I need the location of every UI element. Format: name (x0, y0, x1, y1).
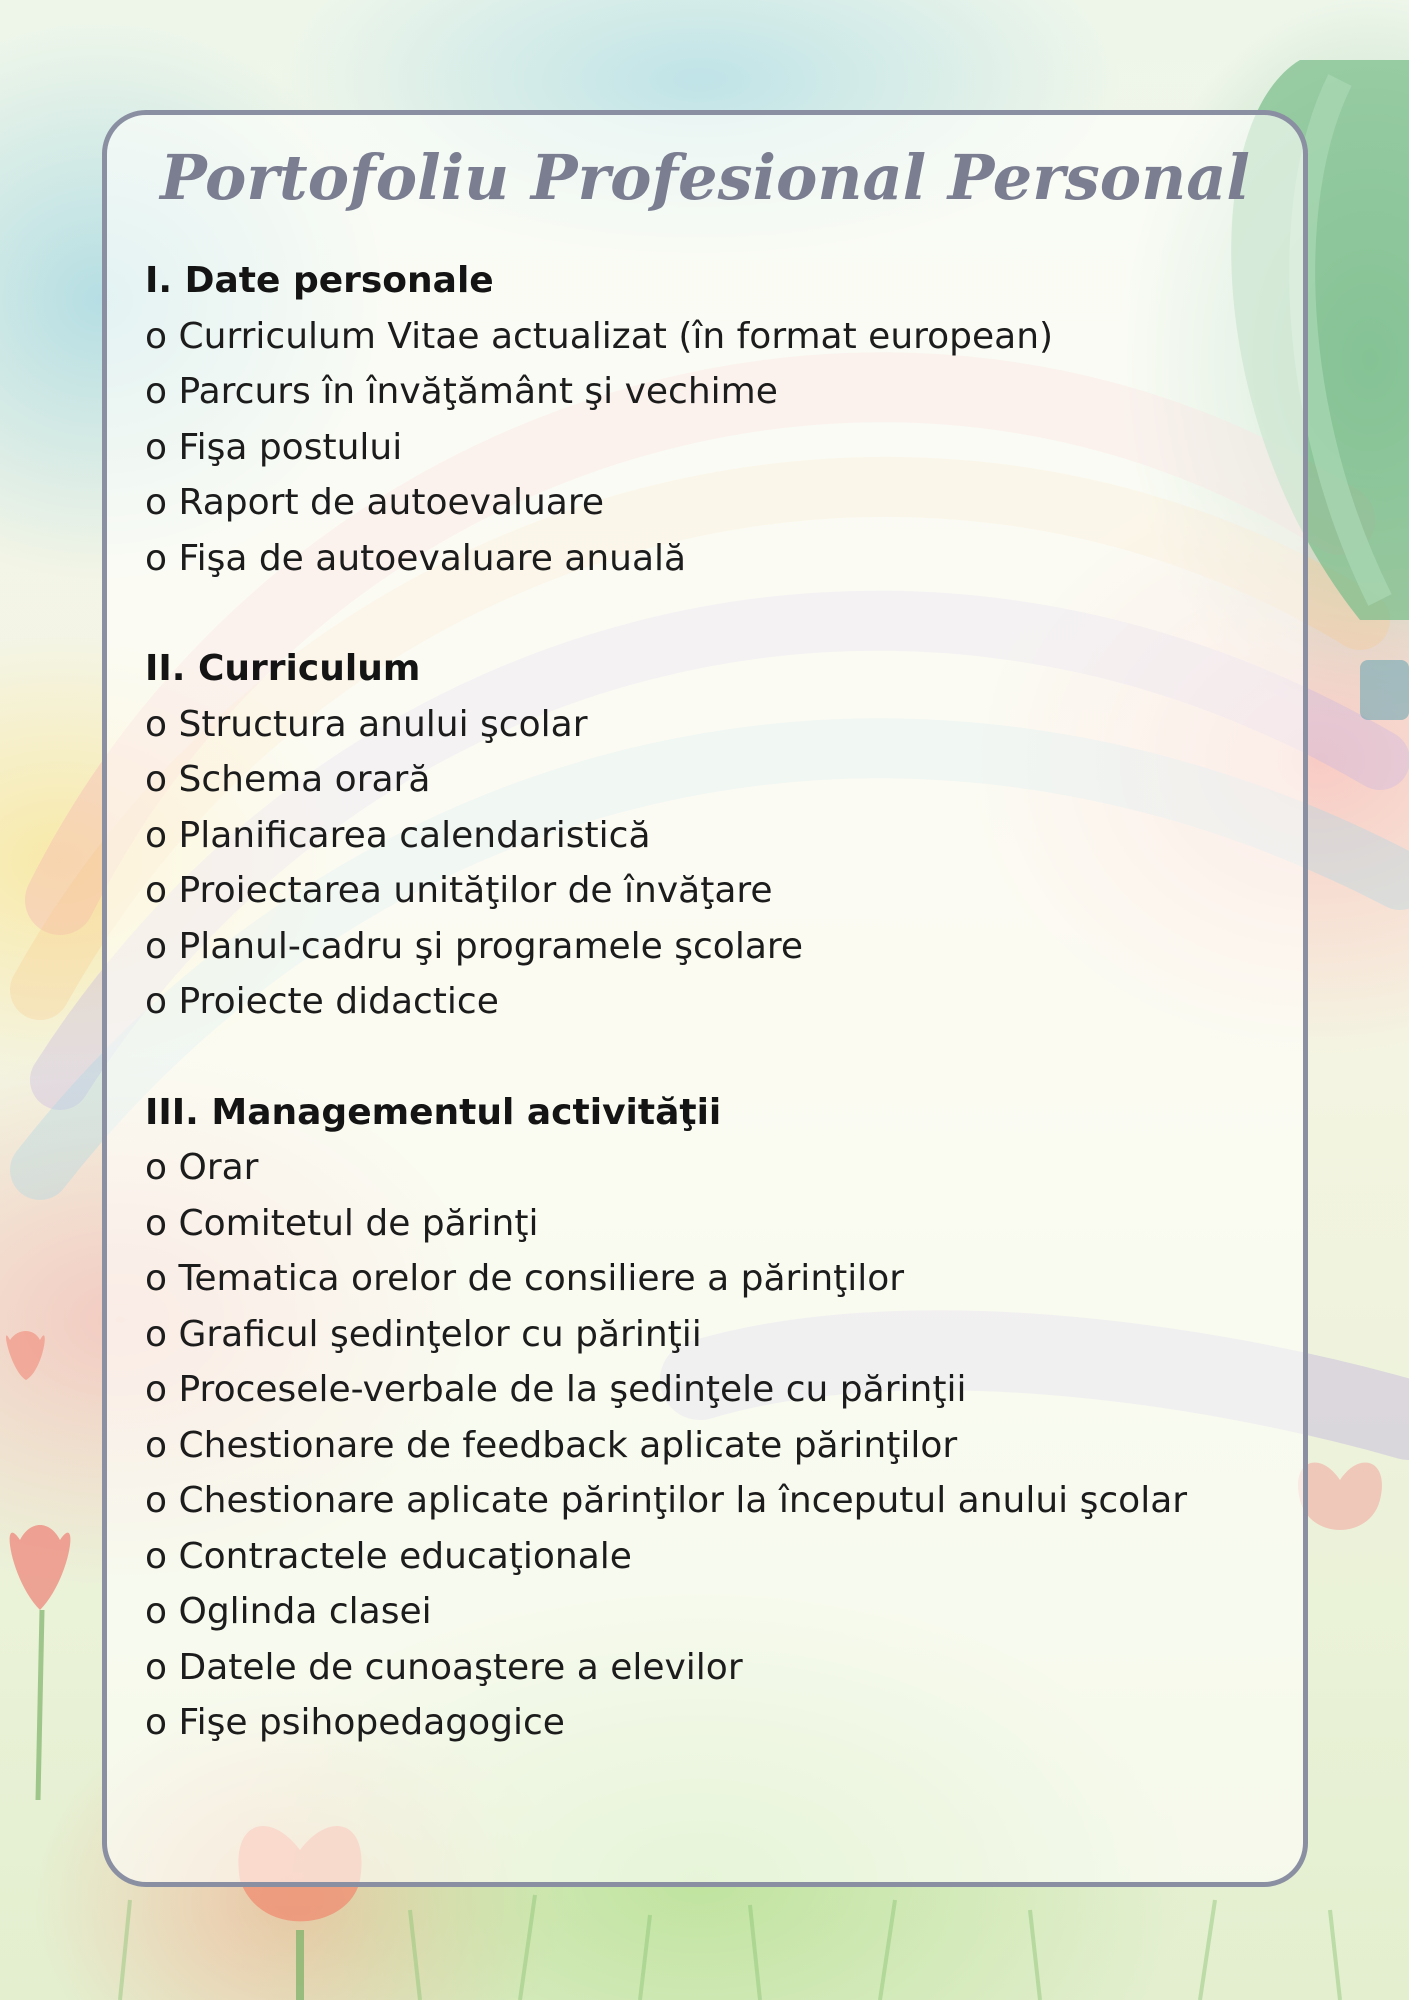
list-item-text: Planificarea calendaristică (178, 814, 651, 856)
section-curriculum (145, 641, 1283, 1030)
list-item-text: Comitetul de părinţi (178, 1202, 539, 1244)
list-item-text: Datele de cunoaştere a elevilor (178, 1646, 743, 1688)
list-item (145, 1529, 1283, 1585)
list-item (145, 919, 1283, 975)
bullet-marker: o (145, 482, 168, 523)
list-item (145, 309, 1283, 365)
bullet-marker: o (145, 703, 168, 745)
list-item-text: Fişa postului (178, 426, 403, 468)
list-item-text: Fişe psihopedagogice (178, 1702, 565, 1743)
list-item (145, 974, 1283, 1030)
section-managementul-activitatii (145, 1085, 1283, 1751)
list-item-text: Chestionare de feedback aplicate părinţilor (178, 1424, 958, 1466)
list-item-text: Planul-cadru şi programele şcolare (178, 925, 804, 967)
bullet-marker: o (145, 1147, 168, 1188)
bullet-marker: o (145, 1369, 168, 1410)
bullet-marker: o (145, 537, 168, 579)
bullet-marker: o (145, 981, 168, 1022)
list-item (145, 475, 1283, 531)
list-item (145, 1584, 1283, 1640)
content-body (145, 253, 1283, 1806)
bullet-marker: o (145, 759, 168, 800)
list-item-text: Procesele-verbale de la şedinţele cu părinţii (178, 1369, 967, 1410)
bullet-marker: o (145, 1702, 168, 1743)
list-item (145, 1140, 1283, 1196)
tulip-right-icon (1298, 1463, 1382, 1530)
bullet-marker: o (145, 1258, 168, 1299)
bullet-marker: o (145, 315, 168, 357)
bullet-marker: o (145, 1424, 168, 1466)
bullet-marker: o (145, 1535, 168, 1577)
list-item (145, 420, 1283, 476)
list-item (145, 1362, 1283, 1418)
balloon-basket-icon (1360, 660, 1409, 720)
list-item (145, 808, 1283, 864)
bullet-marker: o (145, 1591, 168, 1632)
list-item (145, 863, 1283, 919)
bullet-marker: o (145, 1202, 168, 1244)
section-date-personale (145, 253, 1283, 586)
list-item-text: Chestionare aplicate părinţilor la începutul anului şcolar (178, 1480, 1188, 1521)
list-item (145, 1196, 1283, 1252)
list-item-text: Schema orară (178, 759, 431, 800)
tulip-left-icon (10, 1525, 71, 1800)
bullet-marker: o (145, 1313, 168, 1355)
list-item-text: Orar (178, 1147, 259, 1188)
list-item (145, 1307, 1283, 1363)
item-list (145, 1140, 1283, 1751)
list-item-text: Proiectarea unităţilor de învăţare (178, 870, 773, 911)
list-item (145, 1251, 1283, 1307)
section-heading: III. Managementul activităţii (145, 1091, 722, 1133)
list-item (145, 531, 1283, 587)
list-item-text: Curriculum Vitae actualizat (în format european) (178, 315, 1054, 357)
bullet-marker: o (145, 426, 168, 468)
list-item-text: Structura anului şcolar (178, 703, 588, 745)
list-item-text: Parcurs în învăţământ şi vechime (178, 371, 778, 412)
bullet-marker: o (145, 814, 168, 856)
list-item-text: Contractele educaţionale (178, 1535, 632, 1577)
list-item (145, 364, 1283, 420)
list-item-text: Proiecte didactice (178, 981, 499, 1022)
list-item-text: Fişa de autoevaluare anuală (178, 537, 687, 579)
list-item-text: Tematica orelor de consiliere a părinţilor (178, 1258, 905, 1299)
bullet-marker: o (145, 1646, 168, 1688)
section-heading: I. Date personale (145, 260, 494, 301)
list-item-text: Raport de autoevaluare (178, 482, 605, 523)
tulip-left-small-icon (6, 1331, 45, 1380)
list-item (145, 697, 1283, 753)
content-frame (102, 110, 1308, 1887)
section-heading: II. Curriculum (145, 648, 421, 689)
list-item-text: Graficul şedinţelor cu părinţii (178, 1313, 702, 1355)
bullet-marker: o (145, 870, 168, 911)
list-item (145, 1473, 1283, 1529)
item-list (145, 697, 1283, 1030)
list-item (145, 752, 1283, 808)
list-item (145, 1418, 1283, 1474)
bullet-marker: o (145, 371, 168, 412)
bullet-marker: o (145, 1480, 168, 1521)
item-list (145, 309, 1283, 587)
list-item (145, 1695, 1283, 1751)
bullet-marker: o (145, 925, 168, 967)
list-item-text: Oglinda clasei (178, 1591, 432, 1632)
page-title: Portofoliu Profesional Personal (160, 141, 1250, 214)
list-item (145, 1640, 1283, 1696)
